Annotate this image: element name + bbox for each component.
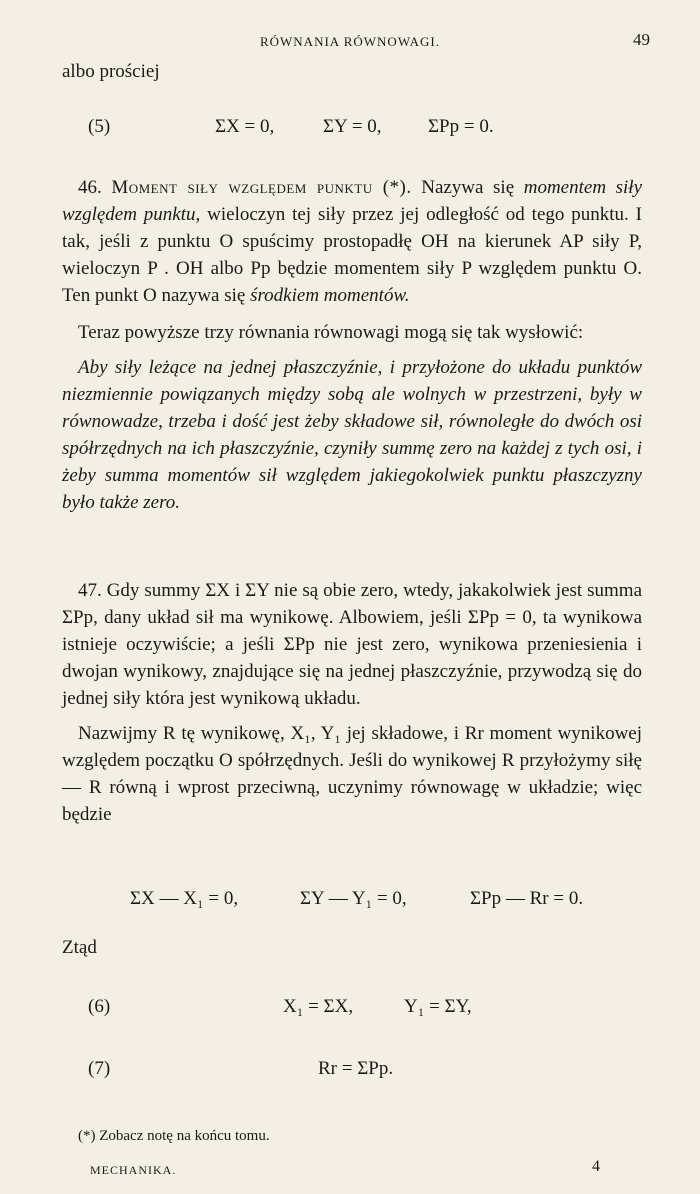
equation-5-part-3: ΣPp = 0. bbox=[428, 116, 494, 137]
equation-label-5: (5) bbox=[88, 116, 111, 137]
equation-label-6: (6) bbox=[88, 996, 111, 1017]
section-47-paragraph-2: Nazwijmy R tę wynikowę, X₁, Y₁ jej składowe, i Rr moment wynikowej względem początku O spółrzędnych. Jeśli do wynikowej R przyłożymy siłę — R równą i wprost przeciwną, uczynimy równowagę w układzie; więc będzie bbox=[62, 723, 642, 825]
section-47 bbox=[62, 577, 642, 828]
page-number: 49 bbox=[633, 30, 650, 49]
section-46-title: Moment siły względem punktu (*). bbox=[111, 177, 412, 198]
section-46-paragraph-1: 46. Moment siły względem punktu (*). Nazywa się momentem siły względem punktu, wieloczyn tej siły przez jej odległość od tego punktu. I tak, jeśli z punktu O spuścimy prostopadłę OH na kierunek AP siły P, wieloczyn P . OH albo Pp będzie momentem siły P względem punktu O. Ten punkt O nazywa się środkiem momentów. bbox=[62, 177, 643, 306]
section-46-paragraph-2: Teraz powyższe trzy równania równowagi mogą się tak wysłowić: bbox=[78, 322, 584, 343]
theorem-statement: Aby siły leżące na jednej płaszczyźnie, i przyłożone do układu punktów niezmiennie powiązanych między sobą ale wolnych w przestrzeni, były w równowadze, trzeba i dość jest żeby składowe sił, równoległe do dwóch osi spółrzędnych na ich płaszczyźnie, czyniły summę zero na każdej z tych osi, i żeby summa momentów sił względem jakiegokolwiek punktu płaszczyzny było także zero. bbox=[62, 357, 642, 513]
equation-7: Rr = ΣPp. bbox=[318, 1058, 394, 1079]
equation-system-part-1: ΣX — X₁ = 0, bbox=[130, 888, 239, 909]
section-47-paragraph-1: 47. Gdy summy ΣX i ΣY nie są obie zero, wtedy, jakakolwiek jest summa ΣPp, dany układ sił ma wynikowę. Albowiem, jeśli ΣPp = 0, ta wynikowa istnieje oczywiście; a jeśli ΣPp nie jest zero, wynikowa przeniesienia i dwojan wynikowy, znajdujące się na jednej płaszczyźnie, przywodzą się do jednej siły która jest wynikową układu. bbox=[62, 580, 642, 709]
equation-6-part-1: X₁ = ΣX, bbox=[283, 996, 354, 1017]
signature-mark: MECHANIKA. bbox=[90, 1163, 177, 1177]
equation-system-part-3: ΣPp — Rr = 0. bbox=[470, 888, 584, 909]
running-title: RÓWNANIA RÓWNOWAGI. bbox=[259, 34, 441, 49]
section-47-number: 47. bbox=[78, 580, 102, 601]
section-46 bbox=[62, 174, 642, 516]
definition-term: momentem siły względem punktu, bbox=[62, 177, 643, 225]
definition-term-2: środkiem momentów. bbox=[250, 285, 410, 306]
section-46-number: 46. bbox=[78, 177, 102, 198]
ztad-word: Ztąd bbox=[62, 937, 97, 958]
intro-line: albo prościej bbox=[62, 61, 160, 82]
equation-6-part-2: Y₁ = ΣY, bbox=[404, 996, 472, 1017]
signature-number: 4 bbox=[592, 1158, 600, 1175]
footnote: (*) Zobacz notę na końcu tomu. bbox=[78, 1128, 270, 1144]
equation-5-part-2: ΣY = 0, bbox=[323, 116, 382, 137]
equation-5-part-1: ΣX = 0, bbox=[215, 116, 275, 137]
equation-label-7: (7) bbox=[88, 1058, 111, 1079]
equation-system-part-2: ΣY — Y₁ = 0, bbox=[300, 888, 407, 909]
